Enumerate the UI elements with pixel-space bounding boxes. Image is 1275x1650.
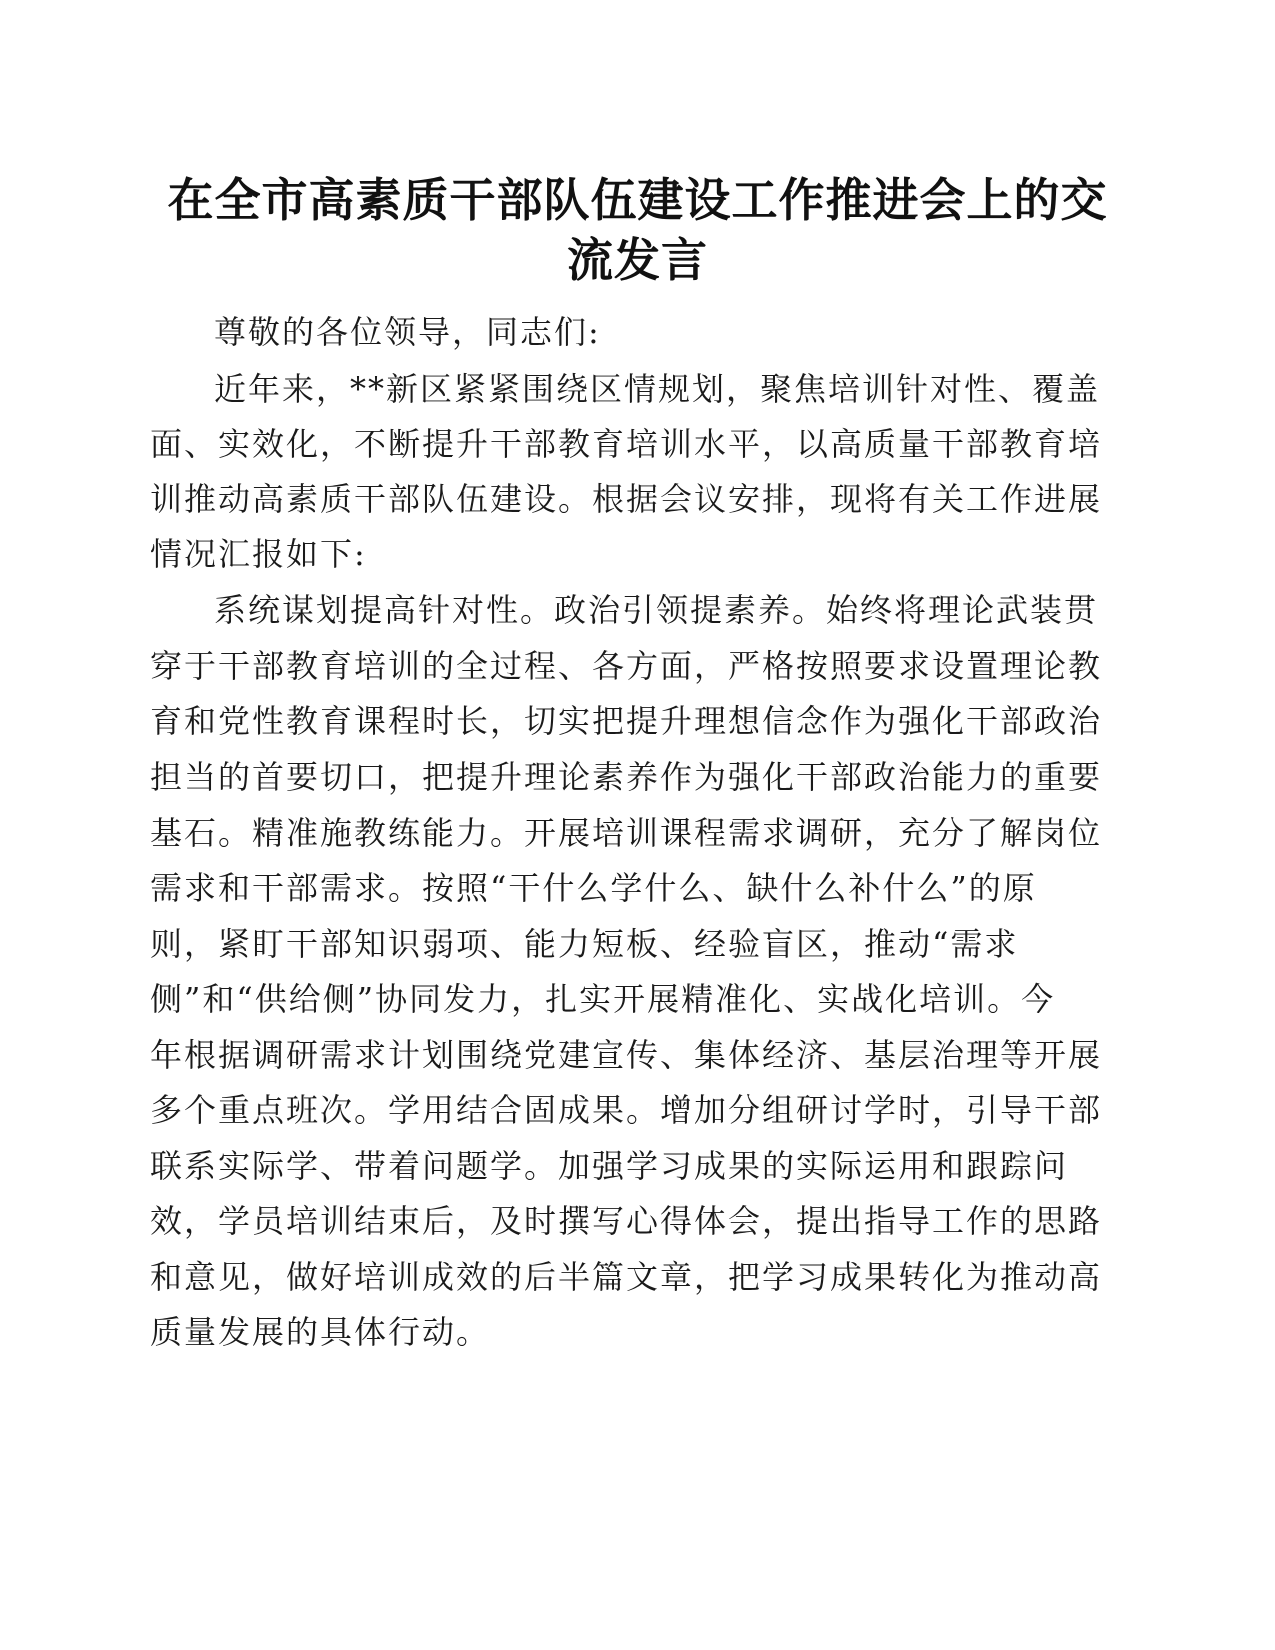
body-line: 质量发展的具体行动。 — [150, 1313, 491, 1351]
body-line: 面、实效化，不断提升干部教育培训水平，以高质量干部教育培 — [150, 425, 1103, 463]
body-line: 育和党性教育课程时长，切实把提升理想信念作为强化干部政治 — [150, 702, 1103, 740]
body-line: 情况汇报如下: — [150, 535, 367, 573]
body-line: 和意见，做好培训成效的后半篇文章，把学习成果转化为推动高 — [150, 1258, 1103, 1296]
body-line: 需求和干部需求。按照“干什么学什么、缺什么补什么”的原 — [150, 869, 1037, 907]
body-line: 年根据调研需求计划围绕党建宣传、集体经济、基层治理等开展 — [150, 1036, 1103, 1074]
document-title-line-2: 流发言 — [567, 233, 708, 287]
body-line: 基石。精准施教练能力。开展培训课程需求调研，充分了解岗位 — [150, 814, 1103, 852]
body-line: 侧”和“供给侧”协同发力，扎实开展精准化、实战化培训。今 — [150, 980, 1056, 1018]
body-line: 联系实际学、带着问题学。加强学习成果的实际运用和跟踪问 — [150, 1147, 1069, 1185]
body-line: 穿于干部教育培训的全过程、各方面，严格按照要求设置理论教 — [150, 647, 1103, 685]
body-line: 效，学员培训结束后，及时撰写心得体会，提出指导工作的思路 — [150, 1202, 1103, 1240]
body-line: 系统谋划提高针对性。政治引领提素养。始终将理论武装贯 — [214, 591, 1099, 629]
salutation: 尊敬的各位领导，同志们: — [214, 313, 601, 351]
body-line: 近年来，**新区紧紧围绕区情规划，聚焦培训针对性、覆盖 — [214, 370, 1101, 408]
body-line: 担当的首要切口，把提升理论素养作为强化干部政治能力的重要 — [150, 758, 1103, 796]
body-line: 多个重点班次。学用结合固成果。增加分组研讨学时，引导干部 — [150, 1091, 1103, 1129]
body-line: 则，紧盯干部知识弱项、能力短板、经验盲区，推动“需求 — [150, 925, 1019, 963]
body-line: 训推动高素质干部队伍建设。根据会议安排，现将有关工作进展 — [150, 480, 1103, 518]
document-title-line-1: 在全市高素质干部队伍建设工作推进会上的交 — [167, 173, 1108, 227]
